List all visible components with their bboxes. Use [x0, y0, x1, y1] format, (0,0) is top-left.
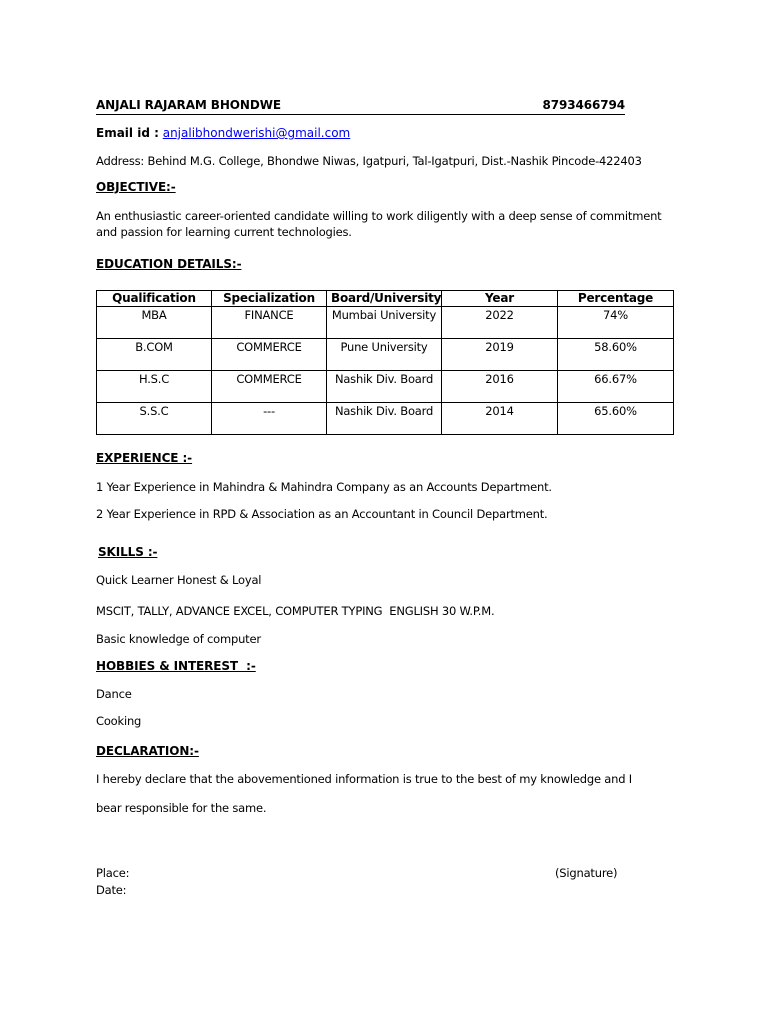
email-link[interactable]: anjalibhondwerishi@gmail.com	[162, 126, 351, 140]
table-cell: S.S.C	[97, 403, 212, 435]
table-cell: B.COM	[97, 339, 212, 371]
experience-item: 1 Year Experience in Mahindra & Mahindra Company as an Accounts Department.	[96, 480, 552, 494]
table-cell: 74%	[558, 307, 674, 339]
table-cell: Mumbai University	[327, 307, 442, 339]
table-cell: 2016	[442, 371, 558, 403]
table-cell: Pune University	[327, 339, 442, 371]
candidate-name: ANJALI RAJARAM BHONDWE	[96, 98, 281, 112]
skill-item: Basic knowledge of computer	[96, 632, 261, 646]
table-cell: Nashik Div. Board	[327, 371, 442, 403]
education-heading: EDUCATION DETAILS:-	[96, 257, 242, 271]
declaration-line: I hereby declare that the abovementioned information is true to the best of my knowledge and I	[96, 772, 632, 786]
place-label: Place:	[96, 866, 130, 880]
declaration-heading: DECLARATION:-	[96, 744, 199, 758]
experience-heading: EXPERIENCE :-	[96, 451, 193, 465]
skill-item: MSCIT, TALLY, ADVANCE EXCEL, COMPUTER TYPING ENGLISH 30 W.P.M.	[96, 604, 495, 618]
address: Address: Behind M.G. College, Bhondwe Niwas, Igatpuri, Tal-Igatpuri, Dist.-Nashik Pincode-422403	[96, 154, 642, 168]
signature-label: (Signature)	[555, 866, 618, 880]
table-header-row	[97, 291, 674, 307]
table-cell: FINANCE	[212, 307, 327, 339]
hobby-item: Dance	[96, 687, 132, 701]
table-cell: H.S.C	[97, 371, 212, 403]
experience-item: 2 Year Experience in RPD & Association as an Accountant in Council Department.	[96, 507, 548, 521]
table-row	[97, 371, 674, 403]
table-cell: 58.60%	[558, 339, 674, 371]
skills-heading: SKILLS :-	[98, 545, 158, 559]
table-cell: MBA	[97, 307, 212, 339]
table-cell: COMMERCE	[212, 371, 327, 403]
column-header: Percentage	[558, 291, 674, 307]
table-cell: ---	[212, 403, 327, 435]
table-cell: 2022	[442, 307, 558, 339]
column-header: Specialization	[212, 291, 327, 307]
table-cell: Nashik Div. Board	[327, 403, 442, 435]
table-cell: COMMERCE	[212, 339, 327, 371]
hobbies-heading: HOBBIES & INTEREST :-	[96, 659, 256, 673]
table-row	[97, 403, 674, 435]
phone-number: 8793466794	[542, 98, 625, 112]
table-cell: 2014	[442, 403, 558, 435]
table-cell: 66.67%	[558, 371, 674, 403]
hobby-item: Cooking	[96, 714, 142, 728]
declaration-line: bear responsible for the same.	[96, 801, 267, 815]
column-header: Board/University	[327, 291, 442, 307]
education-table	[96, 290, 674, 435]
objective-text: An enthusiastic career-oriented candidate willing to work diligently with a deep sense of commitment and passion for learning current technologies.	[96, 209, 662, 239]
email-row	[96, 126, 350, 140]
table-row	[97, 307, 674, 339]
column-header: Qualification	[97, 291, 212, 307]
name-header	[96, 98, 625, 115]
table-row	[97, 339, 674, 371]
table-cell: 2019	[442, 339, 558, 371]
table-cell: 65.60%	[558, 403, 674, 435]
skill-item: Quick Learner Honest & Loyal	[96, 573, 262, 587]
column-header: Year	[442, 291, 558, 307]
objective-heading: OBJECTIVE:-	[96, 180, 176, 194]
email-label: Email id :	[96, 126, 159, 140]
date-label: Date:	[96, 883, 127, 897]
